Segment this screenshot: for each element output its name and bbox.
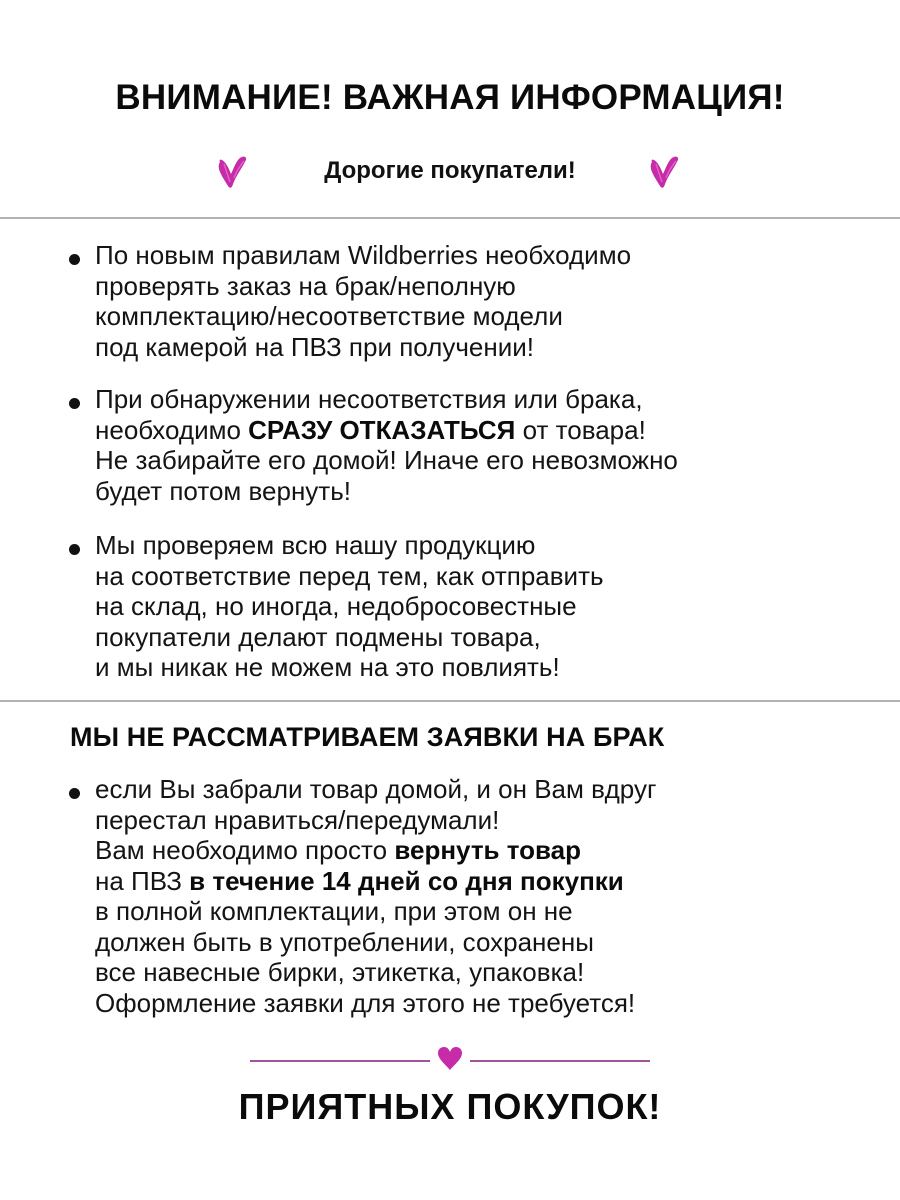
bullet-icon bbox=[69, 254, 80, 265]
list-item bbox=[66, 530, 866, 683]
text-line: в полной комплектации, при этом он не bbox=[95, 896, 573, 926]
text-line bbox=[95, 866, 866, 897]
list-item-text bbox=[95, 530, 866, 683]
text-line: на соответствие перед тем, как отправить bbox=[95, 560, 604, 591]
text-line: перестал нравиться/передумали! bbox=[95, 804, 500, 835]
text-line: По новым правилам Wildberries необходимо bbox=[95, 240, 632, 270]
bullet-icon bbox=[69, 544, 80, 555]
list-item-text bbox=[95, 774, 866, 1018]
list-item bbox=[66, 774, 866, 1018]
text-line: на склад, но иногда, недобросовестные bbox=[95, 591, 577, 621]
emphasis-text: вернуть товар bbox=[394, 835, 582, 865]
bullet-icon bbox=[69, 788, 80, 799]
text-line: комплектацию/несоответствие модели bbox=[95, 301, 563, 331]
text-line bbox=[95, 835, 866, 866]
greeting-row bbox=[0, 152, 900, 196]
text-line: если Вы забрали товар домой, и он Вам вдруг bbox=[95, 774, 657, 804]
heart-icon bbox=[437, 1046, 463, 1072]
list-item bbox=[66, 240, 866, 362]
list-item bbox=[66, 384, 866, 506]
text-line: будет потом вернуть! bbox=[95, 475, 351, 506]
text-span: на ПВЗ bbox=[95, 865, 190, 896]
text-line: под камерой на ПВЗ при получении! bbox=[95, 331, 534, 362]
heart-icon bbox=[646, 152, 682, 192]
text-line: проверять заказ на брак/неполную bbox=[95, 270, 516, 301]
text-span: от товара! bbox=[515, 414, 646, 445]
divider bbox=[0, 700, 900, 702]
list-item-text bbox=[95, 384, 866, 506]
text-line: покупатели делают подмены товара, bbox=[95, 621, 541, 652]
emphasis-text: СРАЗУ ОТКАЗАТЬСЯ bbox=[248, 414, 516, 445]
ornament-line bbox=[470, 1060, 650, 1062]
greeting-text: Дорогие покупатели! bbox=[324, 157, 576, 184]
list-item-text bbox=[95, 240, 866, 362]
page-title: ВНИМАНИЕ! ВАЖНАЯ ИНФОРМАЦИЯ! bbox=[115, 78, 785, 117]
bullet-icon bbox=[69, 398, 80, 409]
section-heading: МЫ НЕ РАССМАТРИВАЕМ ЗАЯВКИ НА БРАК bbox=[70, 722, 665, 752]
text-line: Мы проверяем всю нашу продукцию bbox=[95, 530, 536, 560]
ornament-line bbox=[250, 1060, 430, 1062]
text-span: Вам необходимо просто bbox=[95, 835, 395, 865]
footer-text: ПРИЯТНЫХ ПОКУПОК! bbox=[238, 1086, 662, 1127]
text-line: все навесные бирки, этикетка, упаковка! bbox=[95, 957, 585, 987]
divider bbox=[0, 217, 900, 219]
text-line: При обнаружении несоответствия или брака, bbox=[95, 384, 643, 414]
text-line: и мы никак не можем на это повлиять! bbox=[95, 652, 560, 682]
text-span: необходимо bbox=[95, 414, 249, 445]
text-line bbox=[95, 415, 866, 446]
text-line: Оформление заявки для этого не требуется! bbox=[95, 987, 636, 1018]
ornament-divider bbox=[0, 1044, 900, 1078]
text-line: должен быть в употреблении, сохранены bbox=[95, 926, 594, 957]
text-line: Не забирайте его домой! Иначе его невозможно bbox=[95, 445, 678, 475]
emphasis-text: в течение 14 дней со дня покупки bbox=[189, 865, 624, 896]
